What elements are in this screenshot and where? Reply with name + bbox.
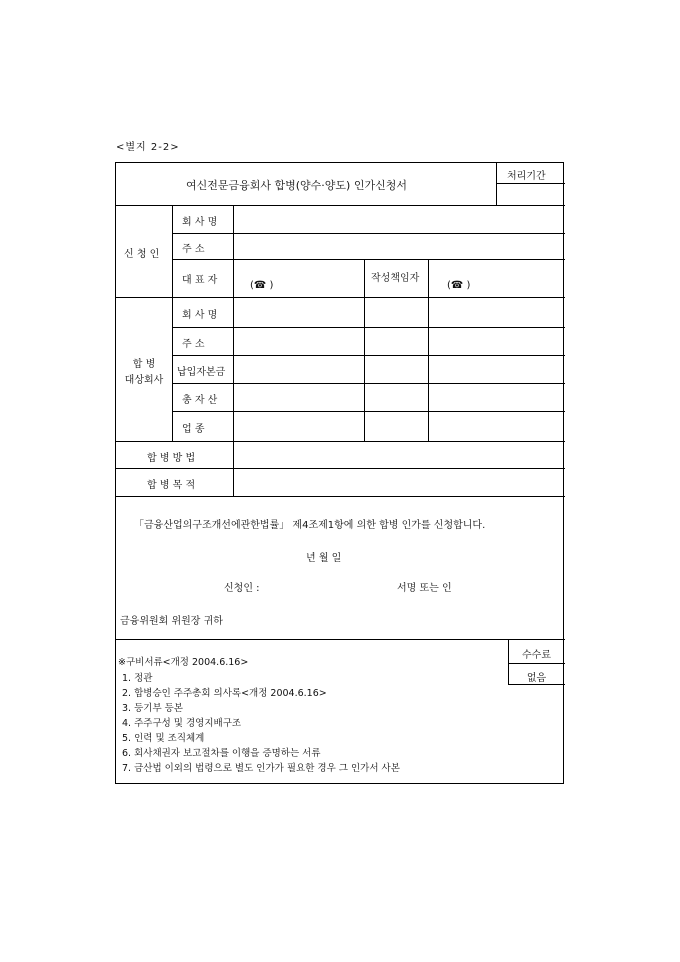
applicant-representative-label: 대 표 자 <box>182 275 218 286</box>
target-total-assets-label: 총 자 산 <box>182 395 218 406</box>
target-section-label-1: 합 병 <box>132 359 156 370</box>
documents-header: ※구비서류<개정 2004.6.16> <box>118 657 249 668</box>
applicant-address-label: 주 소 <box>182 244 205 255</box>
application-statement: 「금융산업의구조개선에관한법률」 제4조제1항에 의한 합병 인가를 신청합니다. <box>134 520 486 531</box>
form-title: 여신전문금융회사 합병(양수·양도) 인가신청서 <box>186 179 407 192</box>
merger-method-label: 합 병 방 법 <box>147 453 196 464</box>
target-company-name-label: 회 사 명 <box>182 310 218 321</box>
preparer-phone: (☎ ) <box>447 280 471 291</box>
document-item: 5. 인력 및 조직체계 <box>122 733 205 744</box>
applicant-company-name-label: 회 사 명 <box>182 217 218 228</box>
target-business-label: 업 종 <box>182 424 205 435</box>
target-section-label-2: 대상회사 <box>124 375 164 386</box>
document-item: 7. 금산법 이외의 법령으로 별도 인가가 필요한 경우 그 인가서 사본 <box>122 763 400 774</box>
addressee: 금융위원회 위원장 귀하 <box>120 616 223 627</box>
document-item: 3. 등기부 등본 <box>122 703 183 714</box>
document-item: 1. 정관 <box>122 673 153 684</box>
signature-label: 서명 또는 인 <box>397 583 452 594</box>
target-capital-label: 납입자본금 <box>177 367 226 378</box>
processing-period-label: 처리기간 <box>507 171 546 182</box>
representative-phone: (☎ ) <box>250 280 274 291</box>
form-number-label: <별지 2-2> <box>116 142 180 153</box>
date-line: 년 월 일 <box>306 553 342 564</box>
document-item: 2. 합병승인 주주총회 의사록<개정 2004.6.16> <box>122 688 327 699</box>
document-item: 4. 주주구성 및 경영지배구조 <box>122 718 242 729</box>
fee-value: 없음 <box>526 673 547 684</box>
application-form <box>115 162 564 784</box>
applicant-section-label: 신 청 인 <box>124 249 160 260</box>
document-item: 6. 회사채권자 보고절차를 이행을 증명하는 서류 <box>122 748 321 759</box>
merger-purpose-label: 합 병 목 적 <box>147 480 196 491</box>
preparer-label: 작성책임자 <box>371 273 420 284</box>
applicant-sign-label: 신청인 : <box>224 583 260 594</box>
fee-label: 수수료 <box>522 650 551 661</box>
target-address-label: 주 소 <box>182 339 205 350</box>
